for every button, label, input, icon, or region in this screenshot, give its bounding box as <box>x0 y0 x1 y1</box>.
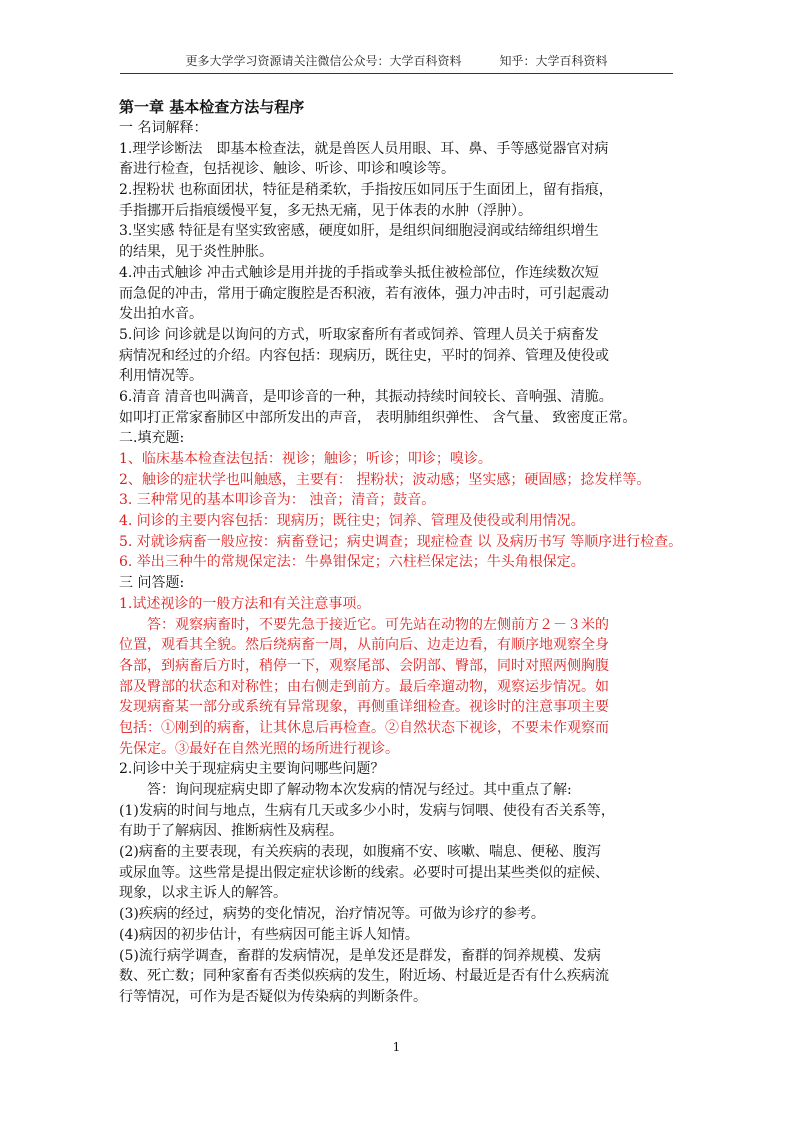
text-line: 3.坚实感 特征是有坚实致密感，硬度如肝，是组织间细胞浸润或结缔组织增生 <box>119 223 599 240</box>
text-line: 6. 举出三种牛的常规保定法：牛鼻钳保定；六柱栏保定法；牛头角根保定。 <box>119 554 585 571</box>
text-line: 如叩打正常家畜肺区中部所发出的声音， 表明肺组织弹性、 含气量、 致密度正常。 <box>119 409 637 426</box>
text-line: 有助于了解病因、推断病性及病程。 <box>119 823 343 840</box>
text-line: 发现病畜某一部分或系统有异常现象，再侧重详细检查。视诊时的注意事项主要 <box>119 699 609 716</box>
text-line: 4. 问诊的主要内容包括：现病历；既往史；饲养、管理及使役或利用情况。 <box>119 513 585 530</box>
page-header <box>120 52 673 74</box>
header-rule <box>120 73 673 74</box>
text-line: 手指挪开后指痕缓慢平复，多无热无痛，见于体表的水肿（浮肿）。 <box>119 202 532 219</box>
text-line: 二.填充题: <box>119 430 185 447</box>
chapter-title: 第一章 基本检查方法与程序 <box>119 98 305 116</box>
text-line: 1.试述视诊的一般方法和有关注意事项。 <box>119 595 371 612</box>
text-line: (3)疾病的经过，病势的变化情况，治疗情况等。可做为诊疗的参考。 <box>119 906 545 923</box>
text-line: 病情况和经过的介绍。内容包括：现病历，既往史，平时的饲养、管理及使役或 <box>119 347 609 364</box>
text-line: 利用情况等。 <box>119 368 203 385</box>
text-line: (4)病因的初步估计，有些病因可能主诉人知情。 <box>119 926 419 943</box>
text-line: 先保定。③最好在自然光照的场所进行视诊。 <box>119 740 399 757</box>
text-line: (2)病畜的主要表现，有关疾病的表现，如腹痛不安、咳嗽、喘息、便秘、腹泻 <box>119 844 601 861</box>
text-lines <box>119 118 683 1008</box>
text-line: 现象，以求主诉人的解答。 <box>119 885 287 902</box>
text-line: 2.问诊中关于现症病史主要询问哪些问题？ <box>119 761 385 778</box>
text-line: 各部，到病畜后方时，稍停一下，观察尾部、会阴部、臀部，同时对照两侧胸腹 <box>119 657 609 674</box>
page-number: 1 <box>392 1040 401 1054</box>
text-line: 一 名词解释： <box>119 120 208 136</box>
text-line: 5. 对就诊病畜一般应按：病畜登记；病史调查；现症检查 以 及病历书写 等顺序进行检查。 <box>119 533 683 550</box>
text-line: 而急促的冲击，常用于确定腹腔是否积液，若有液体，强力冲击时，可引起震动 <box>119 285 609 302</box>
document-body <box>119 96 683 1008</box>
text-line: 数、死亡数；同种家畜有否类似疾病的发生，附近场、村最近是否有什么疾病流 <box>119 968 609 985</box>
header-left-text: 更多大学学习资源请关注微信公众号：大学百科资料 <box>185 54 462 68</box>
text-line: 包括：①刚到的病畜，让其休息后再检查。②自然状态下视诊，不要未作观察而 <box>119 719 609 736</box>
text-line: 5.问诊 问诊就是以询问的方式，听取家畜所有者或饲养、管理人员关于病畜发 <box>119 326 599 343</box>
text-line: 1.理学诊断法 即基本检查法，就是兽医人员用眼、耳、鼻、手等感觉器官对病 <box>119 140 609 157</box>
text-line: 畜进行检查，包括视诊、触诊、听诊、叩诊和嗅诊等。 <box>119 161 455 178</box>
text-line: 发出拍水音。 <box>119 306 203 323</box>
header-right-text: 知乎：大学百科资料 <box>499 54 608 68</box>
text-line: 行等情况，可作为是否疑似为传染病的判断条件。 <box>119 988 427 1005</box>
text-line: 答：观察病畜时，不要先急于接近它。可先站在动物的左侧前方２－３米的 <box>119 616 609 633</box>
text-line: 3. 三种常见的基本叩诊音为： 浊音；清音；鼓音。 <box>119 492 436 509</box>
text-line: (5)流行病学调查，畜群的发病情况，是单发还是群发，畜群的饲养规模、发病 <box>119 947 601 964</box>
text-line: 2、触诊的症状学也叫触感，主要有： 捏粉状；波动感；坚实感；硬固感；捻发样等。 <box>119 471 651 488</box>
text-line: 2.捏粉状 也称面团状，特征是稍柔软，手指按压如同压于生面团上，留有指痕， <box>119 182 613 199</box>
text-line: 位置，观看其全貌。然后绕病畜一周，从前向后、边走边看，有顺序地观察全身 <box>119 637 609 654</box>
text-line: 部及臀部的状态和对称性；由右侧走到前方。最后牵遛动物，观察运步情况。如 <box>119 678 609 695</box>
text-line: 答：询问现症病史即了解动物本次发病的情况与经过。其中重点了解: <box>119 782 572 798</box>
text-line: 三 问答题: <box>119 575 185 592</box>
text-line: 或尿血等。这些常是提出假定症状诊断的线索。必要时可提出某些类似的症候、 <box>119 864 609 881</box>
text-line: 1、临床基本检查法包括：视诊；触诊；听诊；叩诊；嗅诊。 <box>119 451 492 467</box>
text-line: 6.清音 清音也叫满音，是叩诊音的一种，其振动持续时间较长、音响强、清脆。 <box>119 388 613 405</box>
text-line: 4.冲击式触诊 冲击式触诊是用并拢的手指或拳头抵住被检部位，作连续数次短 <box>119 264 599 281</box>
text-line: 的结果，见于炎性肿胀。 <box>119 244 273 261</box>
text-line: (1)发病的时间与地点，生病有几天或多少小时，发病与饲喂、使役有否关系等， <box>119 802 615 819</box>
